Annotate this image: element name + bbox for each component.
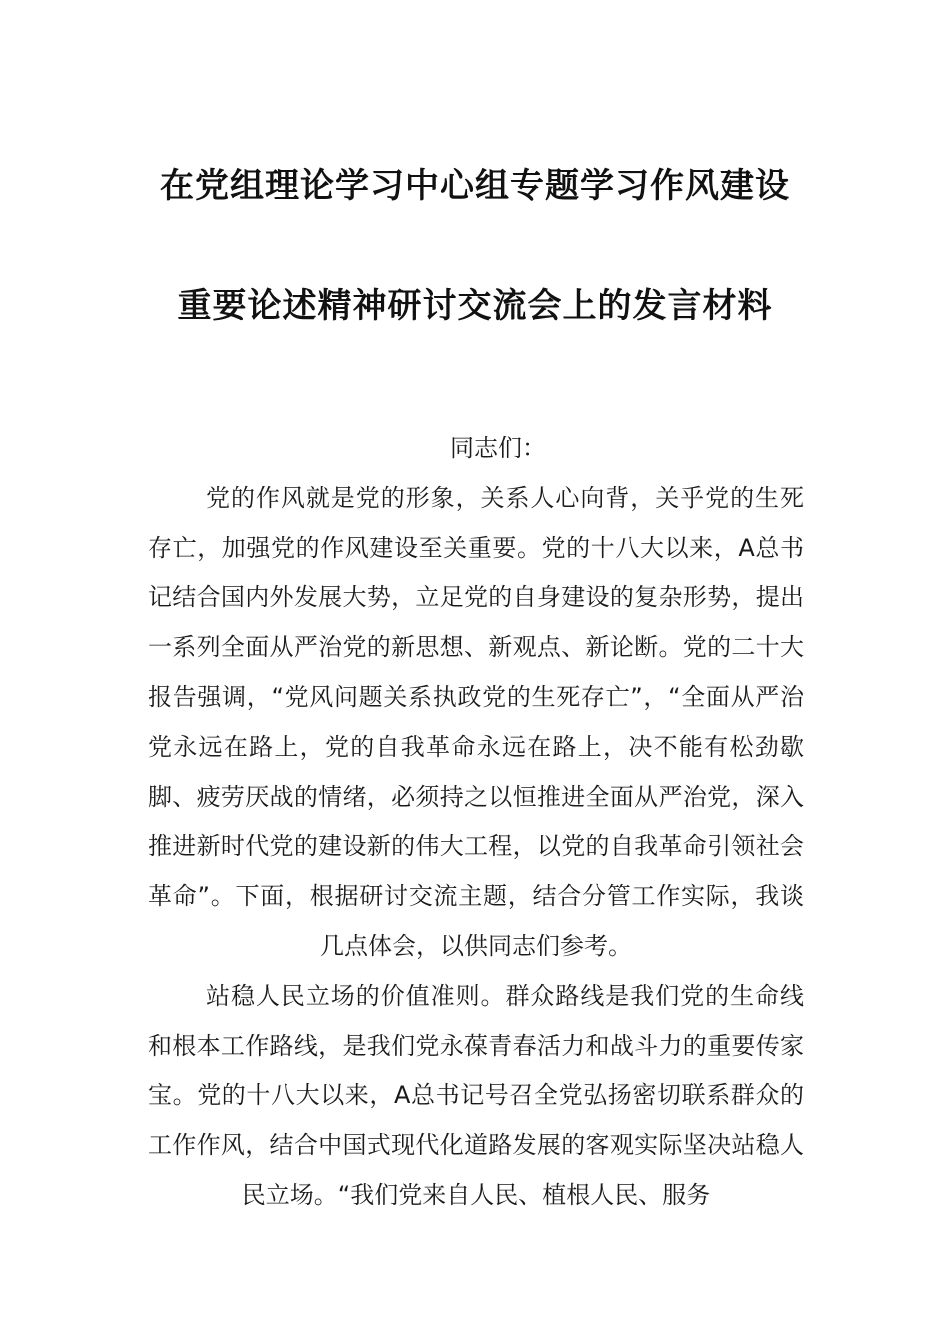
document-title-line-2: 重要论述精神研讨交流会上的发言材料 — [177, 286, 773, 326]
document-body — [148, 424, 804, 1221]
paragraph-intro: 党的作风就是党的形象，关系人心向背，关乎党的生死存亡，加强党的作风建设至关重要。党的十八大以来，A总书记结合国内外发展大势，立足党的自身建设的复杂形势，提出一系列全面从严治党的新思想、新观点、新论断。党的二十大报告强调，“党风问题关系执政党的生死存亡”，“全面从严治党永远在路上，党的自我革命永远在路上，决不能有松劲歇脚、疲劳厌战的情绪，必须持之以恒推进全面从严治党，深入推进新时代党的建设新的伟大工程，以党的自我革命引领社会革命”。下面，根据研讨交流主题，结合分管工作实际，我谈几点体会，以供同志们参考。 — [148, 483, 804, 960]
salutation: 同志们： — [450, 434, 546, 462]
paragraph-people-stance: 站稳人民立场的价值准则。群众路线是我们党的生命线和根本工作路线，是我们党永葆青春活力和战斗力的重要传家宝。党的十八大以来，A总书记号召全党弘扬密切联系群众的工作作风，结合中国式现代化道路发展的客观实际坚决站稳人民立场。“我们党来自人民、植根人民、服务 — [148, 981, 804, 1209]
document-title-line-1: 在党组理论学习中心组专题学习作风建设 — [160, 166, 790, 206]
